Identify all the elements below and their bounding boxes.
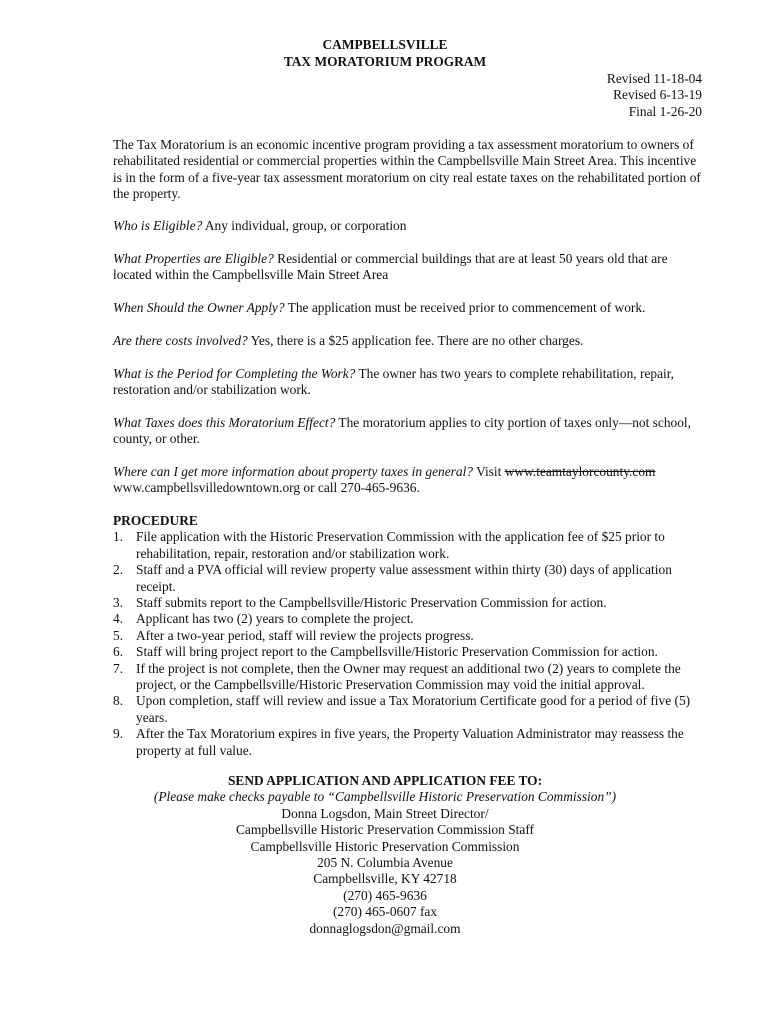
faq-period: [113, 366, 703, 399]
procedure-step: [113, 628, 703, 644]
step-number: 7.: [113, 660, 124, 676]
procedure-step: [113, 661, 703, 694]
step-number: 1.: [113, 529, 124, 545]
checks-payable-note: (Please make checks payable to “Campbellsville Historic Preservation Commission”): [153, 789, 617, 805]
faq-question: Are there costs involved?: [113, 333, 248, 348]
step-text: Staff will bring project report to the Campbellsville/Historic Preservation Commission for action.: [136, 644, 658, 660]
procedure-step: [113, 562, 703, 595]
step-text: If the project is not complete, then the Owner may request an additional two (2) years to complete the project, or the Campbellsville/Historic Preservation Commission may void the initial approval.: [136, 660, 681, 693]
address-line: Campbellsville Historic Preservation Commission Staff: [235, 822, 535, 838]
revision-line: Final 1-26-20: [628, 103, 702, 119]
document-title: [0, 37, 770, 71]
address-line: Campbellsville Historic Preservation Commission: [250, 838, 520, 854]
faq-eligible: [113, 218, 703, 234]
faq-answer: The application must be received prior to commencement of work.: [284, 300, 646, 315]
faq-question: What Taxes does this Moratorium Effect?: [113, 415, 336, 430]
phone-number: (270) 465-9636: [343, 887, 427, 903]
more-info-rest: www.campbellsvilledowntown.org or call 270-465-9636.: [113, 480, 420, 496]
procedure-step: [113, 726, 703, 759]
step-number: 5.: [113, 627, 124, 643]
faq-taxes: [113, 415, 703, 448]
fax-number: (270) 465-0607 fax: [332, 904, 438, 920]
more-info-paragraph: [113, 464, 703, 497]
revision-line: Revised 11-18-04: [606, 71, 702, 86]
step-text: Staff submits report to the Campbellsville/Historic Preservation Commission for action.: [136, 595, 607, 611]
visit-text: Visit: [473, 464, 505, 479]
faq-question: What is the Period for Completing the Work?: [113, 366, 356, 381]
title-program: TAX MORATORIUM PROGRAM: [283, 54, 487, 69]
step-number: 8.: [113, 693, 124, 709]
faq-question: What Properties are Eligible?: [113, 251, 274, 266]
step-number: 6.: [113, 644, 124, 660]
procedure-step: [113, 644, 703, 660]
faq-question: Where can I get more information about property taxes in general?: [113, 464, 473, 479]
step-text: Staff and a PVA official will review property value assessment within thirty (30) days of application receipt.: [136, 562, 672, 594]
procedure-steps: [113, 529, 703, 759]
step-number: 4.: [113, 611, 124, 627]
step-text: After a two-year period, staff will review the projects progress.: [136, 627, 474, 643]
procedure-section: [113, 513, 703, 759]
faq-properties: [113, 251, 703, 284]
address-line: Donna Logsdon, Main Street Director/: [281, 805, 489, 821]
step-number: 2.: [113, 562, 124, 578]
title-city: CAMPBELLSVILLE: [322, 37, 448, 52]
address-line: Campbellsville, KY 42718: [313, 871, 457, 887]
faq-question: Who is Eligible?: [113, 218, 203, 233]
email-address[interactable]: donnaglogsdon@gmail.com: [309, 920, 461, 936]
revision-dates: [607, 71, 702, 120]
step-text: After the Tax Moratorium expires in five years, the Property Valuation Administrator may reassess the property at full value.: [136, 726, 684, 758]
faq-question: When Should the Owner Apply?: [113, 300, 285, 315]
faq-answer: The moratorium applies to city portion of taxes only—not school, county, or other.: [113, 415, 691, 447]
faq-answer: Any individual, group, or corporation: [202, 218, 407, 233]
faq-answer: The owner has two years to complete rehabilitation, repair, restoration and/or stabilization work.: [113, 366, 675, 398]
step-text: File application with the Historic Preservation Commission with the application fee of $25 prior to rehabilitation, repair, restoration and/or stabilization work.: [136, 529, 665, 561]
intro-paragraph: The Tax Moratorium is an economic incentive program providing a tax assessment moratorium to owners of rehabilitated residential or commercial properties within the Campbellsville Main Street Area. This incentive is in the form of a five-year tax assessment moratorium on city real estate taxes on the rehabilitated portion of the property.: [113, 137, 701, 202]
procedure-step: [113, 693, 703, 726]
send-heading: SEND APPLICATION AND APPLICATION FEE TO:: [227, 773, 543, 788]
faq-costs: [113, 333, 703, 349]
faq-answer: Yes, there is a $25 application fee. There are no other charges.: [247, 333, 584, 348]
step-text: Applicant has two (2) years to complete the project.: [136, 611, 414, 627]
procedure-step: [113, 595, 703, 611]
procedure-step: [113, 611, 703, 627]
faq-answer: Residential or commercial buildings that are at least 50 years old that are located within the Campbellsville Main Street Area: [113, 251, 668, 283]
step-number: 3.: [113, 595, 124, 611]
step-text: Upon completion, staff will review and issue a Tax Moratorium Certificate good for a period of five (5) years.: [136, 693, 691, 725]
struck-link[interactable]: www.teamtaylorcounty.com: [504, 464, 656, 479]
procedure-step: [113, 529, 703, 562]
send-application-section: [0, 773, 770, 937]
step-number: 9.: [113, 726, 124, 742]
address-line: 205 N. Columbia Avenue: [317, 854, 453, 870]
faq-when-apply: [113, 300, 703, 316]
revision-line: Revised 6-13-19: [613, 87, 702, 103]
procedure-heading: PROCEDURE: [113, 513, 198, 528]
